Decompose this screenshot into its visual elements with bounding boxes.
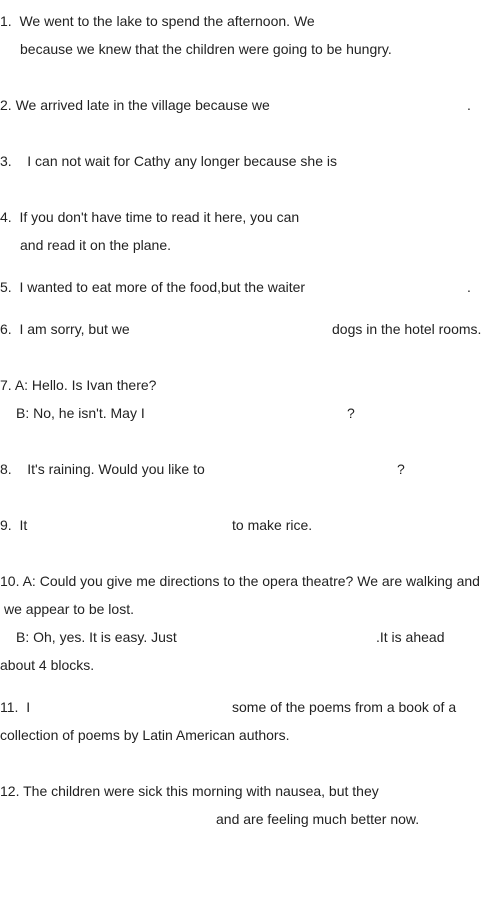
item-text: I wanted to eat more of the food,but the waiter bbox=[19, 279, 306, 295]
item-5-end: . bbox=[467, 279, 471, 295]
item-6-line-1 bbox=[0, 321, 130, 337]
item-6-end: dogs in the hotel rooms. bbox=[332, 321, 481, 337]
item-4-line-1 bbox=[0, 209, 299, 225]
item-8-line-1 bbox=[0, 461, 205, 477]
item-text: I am sorry, but we bbox=[19, 321, 130, 337]
item-12-line-2: and are feeling much better now. bbox=[216, 811, 420, 827]
item-text: We went to the lake to spend the afternoon. We bbox=[19, 13, 315, 29]
item-text: It bbox=[19, 517, 28, 533]
item-number: 10. bbox=[0, 573, 20, 589]
item-10-line-2: we appear to be lost. bbox=[4, 601, 134, 617]
item-text: A: Could you give me directions to the opera theatre? We are walking and bbox=[22, 573, 480, 589]
item-number: 1. bbox=[0, 13, 12, 29]
item-text: I bbox=[26, 699, 31, 715]
item-11-line-1 bbox=[0, 699, 30, 715]
item-3-line-1 bbox=[0, 153, 337, 169]
item-11-line-2: collection of poems by Latin American authors. bbox=[0, 727, 290, 743]
item-text: The children were sick this morning with nausea, but they bbox=[23, 783, 379, 799]
item-1-line-1 bbox=[0, 13, 315, 29]
item-number: 3. bbox=[0, 153, 12, 169]
item-text: It's raining. Would you like to bbox=[27, 461, 205, 477]
item-10-line-3-end: .It is ahead bbox=[376, 629, 445, 645]
item-number: 11. bbox=[0, 699, 19, 715]
item-number: 6. bbox=[0, 321, 12, 337]
item-2-end: . bbox=[467, 97, 471, 113]
item-7-end: ? bbox=[347, 405, 355, 421]
item-text: We arrived late in the village because we bbox=[15, 97, 270, 113]
item-9-end: to make rice. bbox=[232, 517, 313, 533]
item-text: A: Hello. Is Ivan there? bbox=[14, 377, 157, 393]
item-text: If you don't have time to read it here, you can bbox=[19, 209, 300, 225]
item-number: 7. bbox=[0, 377, 12, 393]
item-number: 5. bbox=[0, 279, 12, 295]
item-12-line-1 bbox=[0, 783, 379, 799]
item-number: 12. bbox=[0, 783, 20, 799]
item-2-line-1 bbox=[0, 97, 270, 113]
item-1-line-2: because we knew that the children were going to be hungry. bbox=[20, 41, 392, 57]
item-4-line-2: and read it on the plane. bbox=[20, 237, 172, 253]
item-8-end: ? bbox=[397, 461, 405, 477]
item-7-line-1 bbox=[0, 377, 156, 393]
item-11-end: some of the poems from a book of a bbox=[232, 699, 457, 715]
item-number: 9. bbox=[0, 517, 12, 533]
item-5-line-1 bbox=[0, 279, 305, 295]
item-number: 2. bbox=[0, 97, 12, 113]
item-number: 8. bbox=[0, 461, 12, 477]
item-text: I can not wait for Cathy any longer because she is bbox=[27, 153, 337, 169]
item-10-line-1 bbox=[0, 573, 480, 589]
item-9-line-1 bbox=[0, 517, 27, 533]
item-10-line-4: about 4 blocks. bbox=[0, 657, 95, 673]
item-10-line-3: B: Oh, yes. It is easy. Just bbox=[16, 629, 177, 645]
item-7-line-2: B: No, he isn't. May I bbox=[16, 405, 145, 421]
item-number: 4. bbox=[0, 209, 12, 225]
